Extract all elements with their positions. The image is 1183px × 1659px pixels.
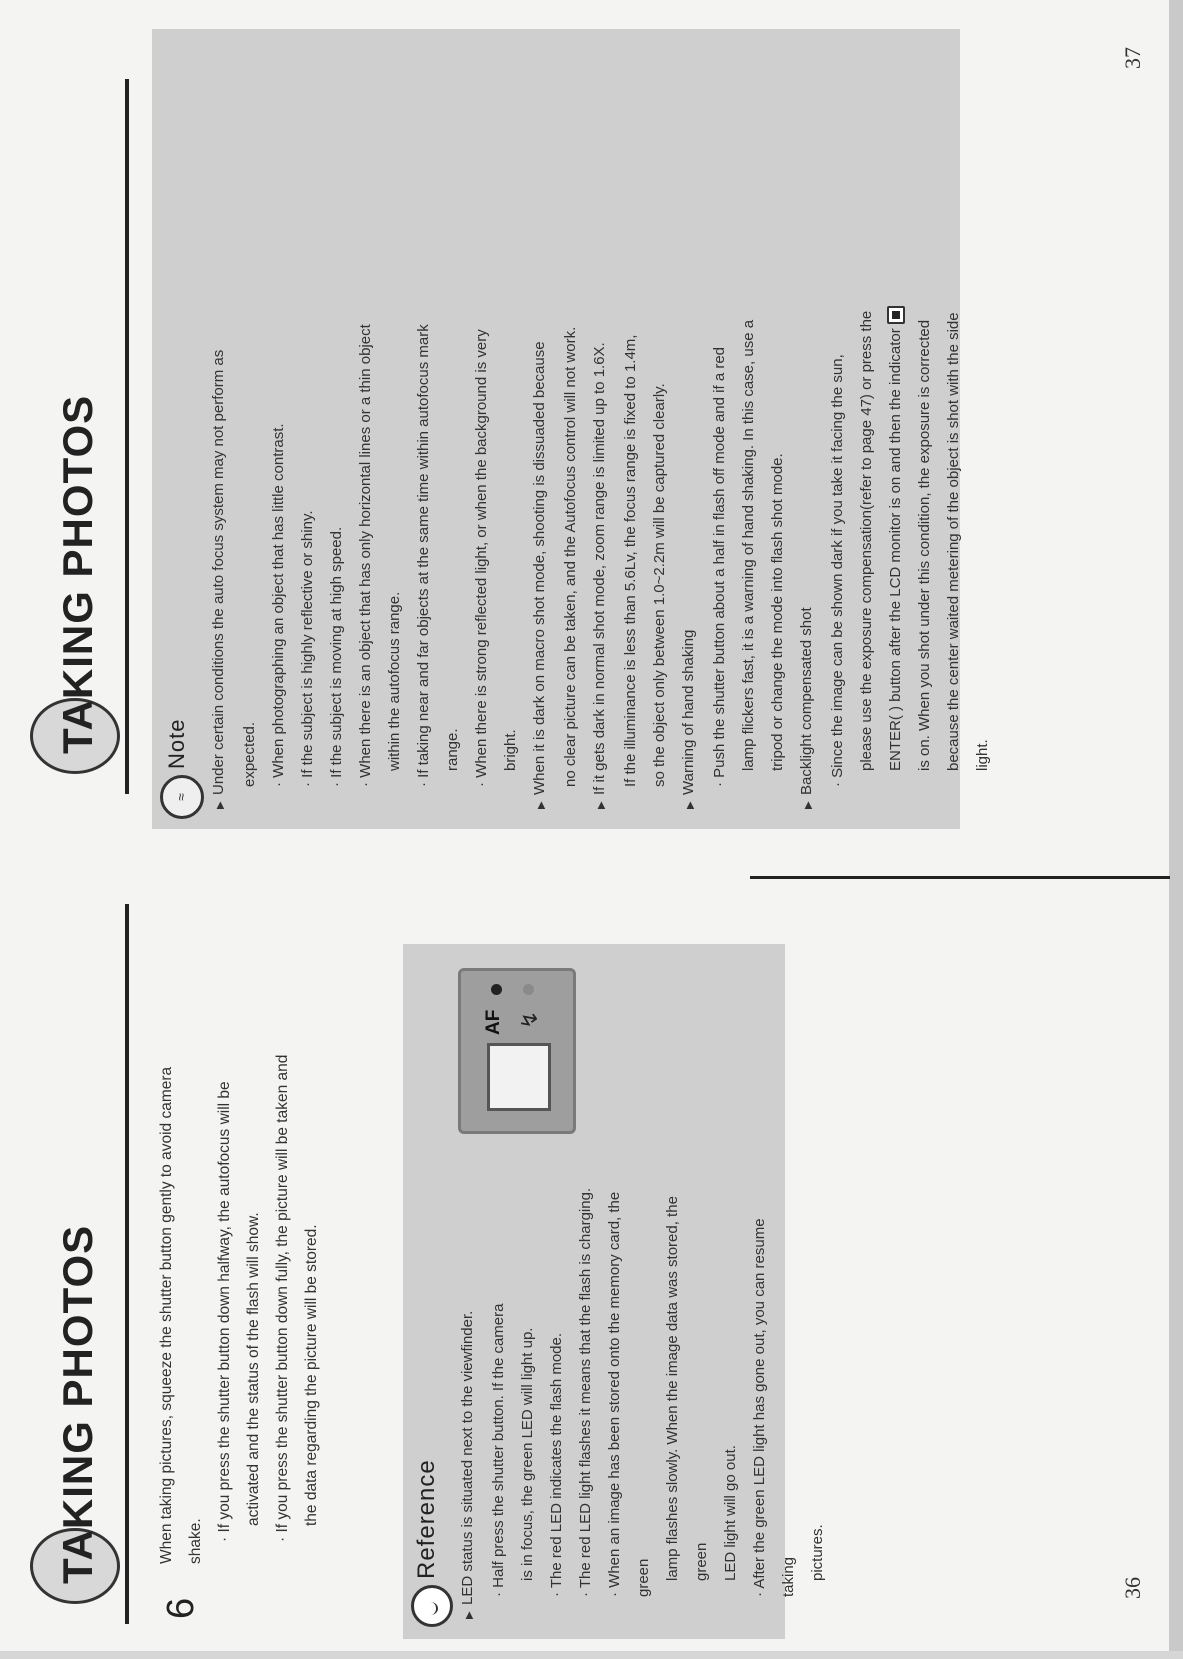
reference-line: · When an image has been stored onto the memory card, the green [606,1191,652,1597]
note-line: · Since the image can be shown dark if you take it facing the sun, [829,354,846,787]
note-line: ▶Under certain conditions the auto focus system may not perform as [204,39,235,809]
note-line: bright. [502,729,519,771]
bullet-line: · If you press the shutter button down halfway, the autofocus will be [216,1081,233,1542]
body-line: shake. [187,1518,204,1564]
arrow-bullet-icon: ▶ [215,801,226,809]
note-line: expected. [241,721,258,787]
reference-line: · After the green LED light has gone out, you can resume taking [751,1218,797,1597]
note-line: within the autofocus range. [386,591,403,771]
reference-title: Reference [413,1459,440,1579]
bullet-line: activated and the status of the flash will show. [245,1212,262,1526]
note-line: · If taking near and far objects at the same time within autofocus mark [415,324,432,787]
reference-line: LED light will go out. [722,1445,739,1581]
page-title: TAKING PHOTOS [54,1224,101,1584]
note-line: · If the subject is moving at high speed. [328,526,345,787]
arrow-bullet-icon: ▶ [596,801,607,809]
note-line: is on. When you shot under this condition, the exposure is corrected [916,319,933,771]
page-number: 37 [1120,47,1145,69]
smiley-icon [411,1585,453,1627]
reference-list [453,1179,832,1619]
note-line: range. [444,728,461,771]
viewfinder-window [487,1043,551,1111]
reference-line: · The red LED light flashes it means that the flash is charging. [577,1187,594,1597]
reference-line: is in focus, the green LED will light up. [519,1327,536,1581]
note-line: · When photographing an object that has little contrast. [270,423,287,787]
bullet-line: · If you press the shutter button down fully, the picture will be taken and [274,1054,291,1542]
note-line: · When there is an object that has only horizontal lines or a thin object [357,324,374,787]
reference-line: pictures. [809,1524,826,1581]
note-line: ▶Warning of hand shaking [674,39,705,809]
arrow-bullet-icon: ▶ [803,801,814,809]
note-line: ▶When it is dark on macro shot mode, shooting is dissuaded because [525,39,556,809]
note-face-icon: ≈ [160,775,204,819]
note-line: tripod or change the mode into flash shot mode. [769,453,786,771]
af-label: AF [483,1009,504,1035]
enter-button-icon [887,306,905,324]
note-line: no clear picture can be taken, and the Autofocus control will not work. [562,326,579,787]
note-line: If the illuminance is less than 5.6Lv, the focus range is fixed to 1.4m, [622,334,639,787]
note-line: please use the exposure compensation(refer to page 47) or press the [858,310,875,771]
note-line: because the center waited metering of the object is shot with the side [945,312,962,771]
reference-line: lamp flashes slowly. When the image data was stored, the green [664,1196,710,1581]
note-line: lamp flickers fast, it is a warning of hand shaking. In this case, use a [740,319,757,771]
reference-line: · Half press the shutter button. If the camera [490,1303,507,1597]
note-line: light. [974,739,991,771]
header-rule [125,79,129,794]
page-37 [0,0,1183,829]
note-box [152,29,991,829]
note-line: ▶Backlight compensated shot [792,39,823,809]
step-body [152,874,326,1564]
note-line: · When there is strong reflected light, or when the background is very [473,329,490,787]
reference-line: · The red LED indicates the flash mode. [548,1332,565,1597]
red-led-icon [523,984,534,995]
note-line: · Push the shutter button about a half in flash off mode and if a red [711,346,728,787]
note-line: ▶If it gets dark in normal shot mode, zoom range is limited up to 1.6X. [585,39,616,809]
page-title: TAKING PHOTOS [54,394,101,754]
body-line: When taking pictures, squeeze the shutter button gently to avoid camera [158,1066,175,1564]
page-header [30,74,140,774]
note-line: · If the subject is highly reflective or shiny. [299,510,316,787]
arrow-bullet-icon: ▶ [536,801,547,809]
arrow-bullet-icon: ▶ [685,801,696,809]
reference-box [403,944,826,1639]
page-36 [0,830,1183,1659]
arrow-bullet-icon: ▶ [464,1611,475,1619]
header-rule [125,904,129,1624]
note-list [204,39,997,809]
bullet-line: the data regarding the picture will be stored. [303,1224,320,1526]
note-title: Note [164,718,189,769]
flash-icon: ↯ [517,1010,542,1029]
note-line: ENTER( ) button after the LCD monitor is on and then the indicator [881,39,910,809]
step-number: 6 [160,1597,202,1619]
spine-rule [750,876,1170,879]
page-number: 36 [1120,1577,1145,1599]
reference-line: ▶LED status is situated next to the viewfinder. [453,1179,484,1619]
page-header [30,904,140,1604]
viewfinder-led-illustration [458,968,576,1134]
note-line: so the object only between 1.0~2.2m will be captured clearly. [651,383,668,787]
green-led-icon [491,984,502,995]
